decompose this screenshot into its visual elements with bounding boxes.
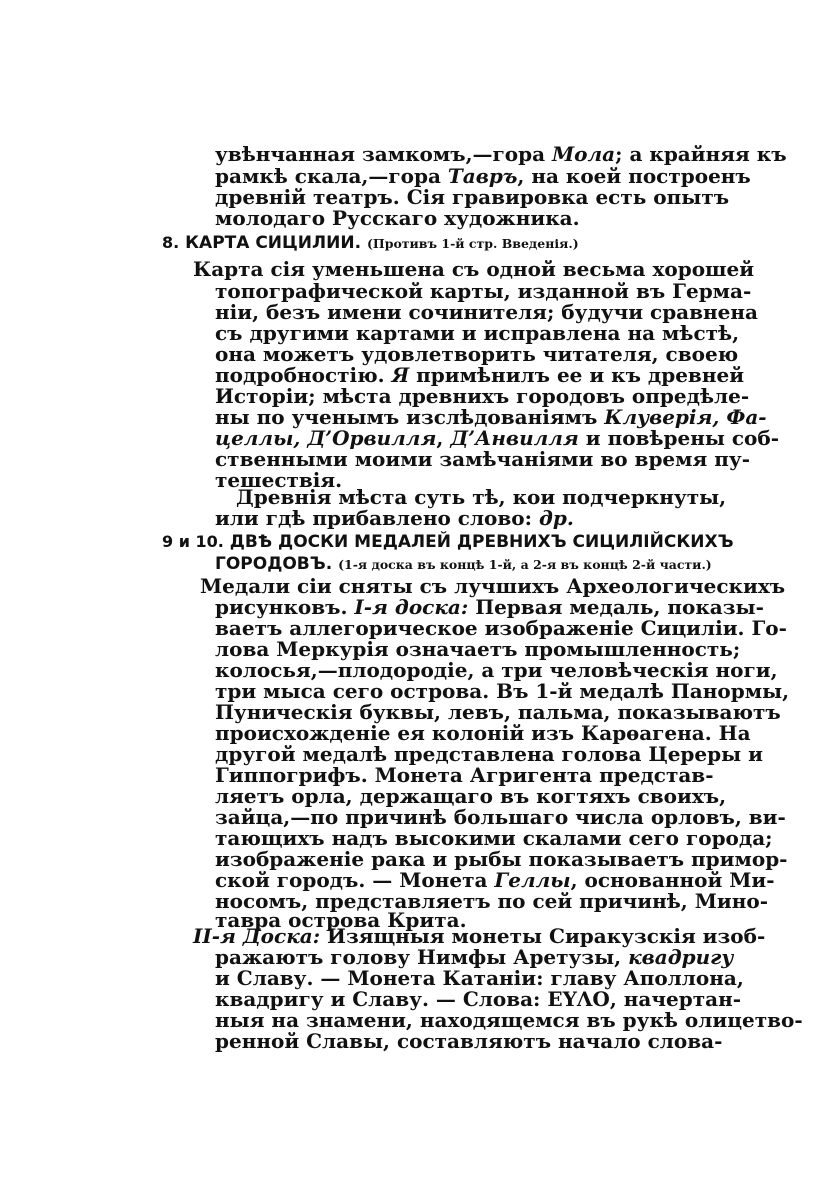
text-line: увѣнчанная замкомъ,—гора Мола; а крайняя къ	[215, 142, 787, 166]
text-line: изображеніе рака и рыбы показываетъ примор-	[215, 847, 788, 871]
text-line: ренной Славы, составляютъ начало слова-	[215, 1029, 723, 1053]
text-line: целлы, Д’Орвилля, Д’Анвилля и повѣрены соб-	[215, 426, 780, 450]
text-line: квадригу и Славу. — Слова: ΕΥΛΟ, начертан-	[215, 987, 742, 1011]
text-line: древній театръ. Сія гравировка есть опытъ	[215, 185, 730, 209]
section-heading-9-10-cont	[215, 553, 712, 576]
text-line: она можетъ удовлетворить читателя, своею	[215, 342, 739, 366]
text-line: Древнія мѣста суть тѣ, кои подчеркнуты,	[236, 485, 727, 509]
text-line: ляетъ орла, держащаго въ когтяхъ своихъ,	[215, 784, 727, 808]
text-line: ственными моими замѣчаніями во время пу-	[215, 447, 750, 471]
text-line: Гиппогрифъ. Монета Агригента представ-	[215, 763, 714, 787]
section-note: (1-я доска въ концѣ 1-й, а 2-я въ концѣ 2-й части.)	[338, 557, 712, 572]
text-line: Исторіи; мѣста древнихъ городовъ опредѣле-	[215, 384, 750, 408]
text-line: или гдѣ прибавлено слово: др.	[215, 506, 574, 530]
text-line: Пуническія буквы, левъ, пальма, показываютъ	[215, 700, 781, 724]
section-number: 9 и 10.	[162, 532, 224, 551]
text-line: и Славу. — Монета Катаніи: главу Аполлона,	[215, 966, 744, 990]
text-line: ныя на знамени, находящемся въ рукѣ олицетво-	[215, 1008, 803, 1032]
text-line: рамкѣ скала,—гора Тавръ, на коей построенъ	[215, 164, 751, 188]
text-line: ражаютъ голову Нимфы Аретузы, квадригу	[215, 945, 734, 969]
text-line: тешествія.	[215, 468, 343, 492]
section-heading-9-10	[162, 531, 734, 553]
text-line: другой медалѣ представлена голова Цереры и	[215, 742, 763, 766]
text-line: носомъ, представляетъ по сей причинѣ, Мино-	[215, 889, 768, 913]
text-line: тавра острова Крита.	[215, 908, 467, 932]
text-line: съ другими картами и исправлена на мѣстѣ,	[215, 321, 740, 345]
section-title: КАРТА СИЦИЛИИ.	[185, 233, 362, 253]
section-heading-8	[162, 232, 579, 255]
text-line: ніи, безъ имени сочинителя; будучи сравнена	[215, 300, 758, 324]
text-line: топографической карты, изданной въ Герма-	[215, 279, 752, 303]
section-title: ДВѢ ДОСКИ МЕДАЛЕЙ ДРЕВНИХЪ СИЦИЛІЙСКИХЪ	[229, 532, 734, 552]
text-line: лова Меркурія означаетъ промышленность;	[215, 637, 741, 661]
text-line: подробностію. Я примѣнилъ ее и къ древней	[215, 363, 745, 387]
text-line: три мыса сего острова. Въ 1-й медалѣ Панормы,	[215, 679, 790, 703]
text-line: II-я Доска: Изящныя монеты Сиракузскія изоб-	[193, 924, 766, 948]
text-line: колосья,—плодородіе, а три человѣческія ноги,	[215, 658, 778, 682]
section-number: 8.	[162, 233, 180, 252]
text-line: Карта сія уменьшена съ одной весьма хорошей	[193, 257, 755, 281]
text-line: тающихъ надъ высокими скалами сего города;	[215, 826, 773, 850]
text-line: молодаго Русскаго художника.	[215, 206, 580, 230]
text-line: ской городъ. — Монета Геллы, основанной Ми-	[215, 868, 775, 892]
text-line: рисунковъ. I-я доска: Первая медаль, показы-	[215, 595, 764, 619]
section-note: (Противъ 1-й стр. Введенія.)	[366, 236, 579, 251]
text-line: ваетъ аллегорическое изображеніе Сициліи. Го-	[215, 616, 787, 640]
text-line: Медали сіи сняты съ лучшихъ Археологическихъ	[200, 574, 786, 598]
text-line: происхожденіе ея колоній изъ Карѳагена. На	[215, 721, 751, 745]
text-line: ны по ученымъ изслѣдованіямъ Клуверія, Фа-	[215, 405, 767, 429]
text-line: зайца,—по причинѣ большаго числа орловъ, ви-	[215, 805, 786, 829]
section-title: ГОРОДОВЪ.	[215, 554, 333, 574]
